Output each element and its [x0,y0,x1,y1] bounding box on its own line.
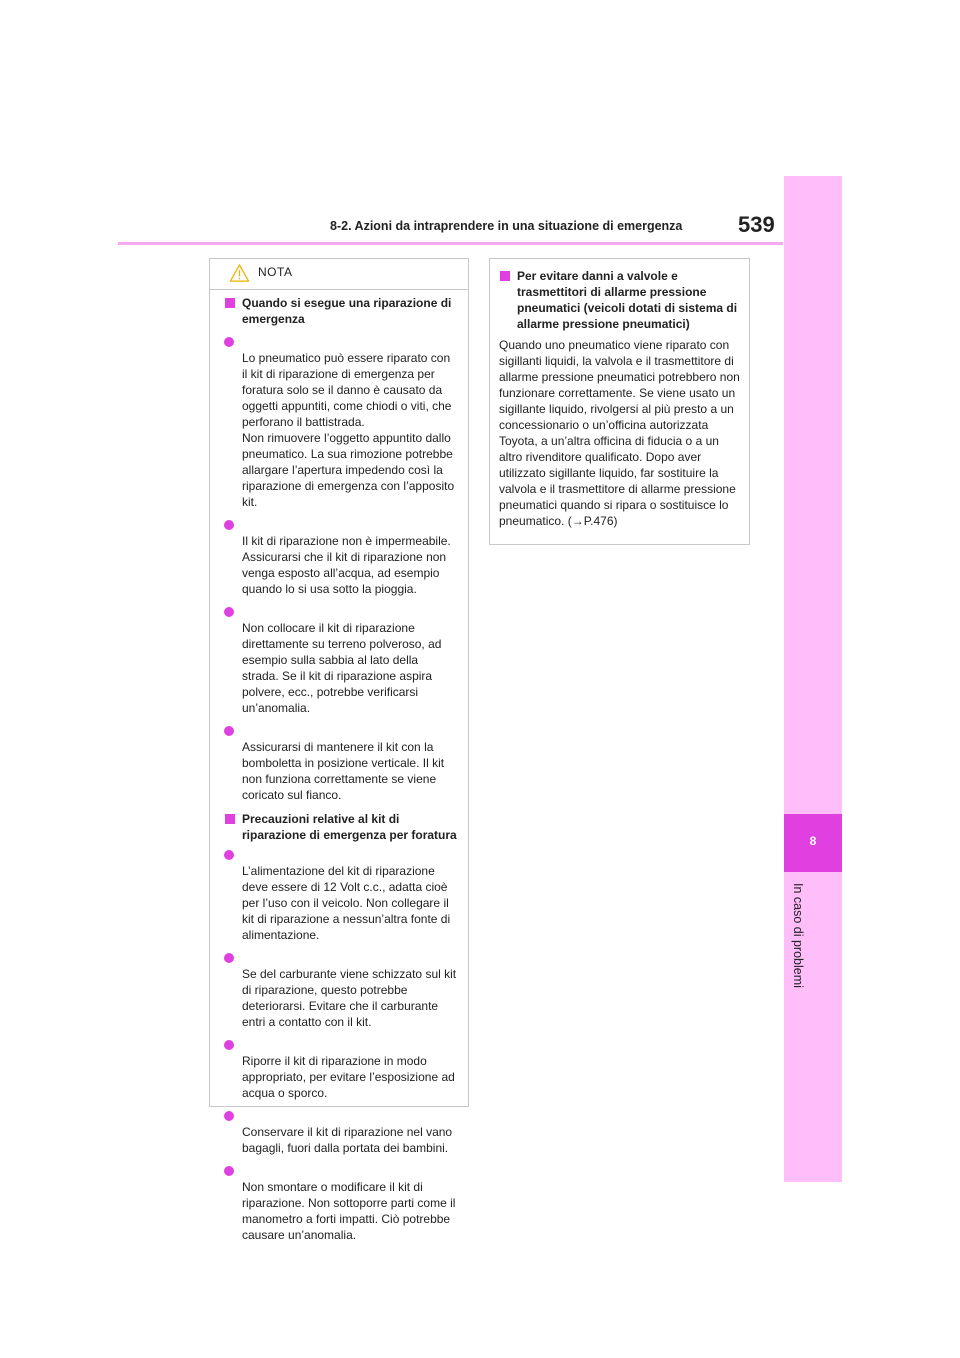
square-bullet-icon [225,298,235,308]
page-number: 539 [738,212,775,237]
circle-bullet-icon [224,953,234,963]
list-item: Se del carburante viene schizzato sul kit di riparazione, questo potrebbe deteriorarsi. Evitare che il carburante entri a contatto con il kit. [224,950,458,1030]
circle-bullet-icon [224,726,234,736]
circle-bullet-icon [224,337,234,347]
nota-box [209,258,469,1242]
circle-bullet-icon [224,1166,234,1176]
list-item: Riporre il kit di riparazione in modo appropriato, per evitare l’esposizione ad acqua o sporco. [224,1037,458,1101]
chapter-tab[interactable] [784,814,842,872]
list-item: Il kit di riparazione non è impermeabile. Assicurarsi che il kit di riparazione non venga esposto all’acqua, ad esempio quando lo si usa sotto la pioggia. [224,517,458,597]
warning-triangle-icon [229,263,250,283]
list-item: Non smontare o modificare il kit di riparazione. Non sottoporre parti come il manometro a forti impatti. Ciò potrebbe causare un’anomalia. [224,1163,458,1243]
header-rule [118,242,783,245]
square-bullet-icon [225,814,235,824]
list-item: Assicurarsi di mantenere il kit con la bomboletta in posizione verticale. Il kit non funziona correttamente se viene coricato sul fianco. [224,723,458,803]
side-tab [784,176,842,1182]
circle-bullet-icon [224,1040,234,1050]
circle-bullet-icon [224,607,234,617]
chapter-title: In caso di problemi [791,883,805,988]
body-text: Quando uno pneumatico viene riparato con sigillanti liquidi, la valvola e il trasmettitore di allarme pressione pneumatici potrebbero non funzionare correttamente. Se viene usato un sigillante liquido, rivolgersi al più presto a un concessionario o un’officina autorizzata Toyota, a un’altra officina di fiducia o a un altro rivenditore qualificato. Dopo aver utilizzato sigillante liquido, far sostituire la valvola e il trasmettitore di allarme pressione pneumatici quando si ripara o sostituisce lo pneumatico. (→P.476) [499,338,740,528]
chapter-number: 8 [809,834,817,848]
section-title: 8-2. Azioni da intraprendere in una situazione di emergenza [330,219,683,233]
nota-label: NOTA [258,265,293,279]
circle-bullet-icon [224,520,234,530]
tpms-note-box [489,258,750,545]
list-item: Lo pneumatico può essere riparato con il kit di riparazione di emergenza per foratura solo se il danno è causato da oggetti appuntiti, come chiodi o viti, che perforano il battistrada. Non rimuovere l’oggetto appuntito dallo pneumatico. La sua rimozione potrebbe allargare l’apertura impedendo così la riparazione di emergenza con l’apposito kit. [224,334,458,510]
square-bullet-icon [500,271,510,281]
circle-bullet-icon [224,850,234,860]
section-heading: Quando si esegue una riparazione di emergenza [224,295,458,327]
section-heading: Precauzioni relative al kit di riparazione di emergenza per foratura [224,811,458,843]
circle-bullet-icon [224,1111,234,1121]
list-item: L’alimentazione del kit di riparazione deve essere di 12 Volt c.c., adatta cioè per l’uso con il veicolo. Non collegare il kit di riparazione a nessun’altra fonte di alimentazione. [224,847,458,943]
section-heading: Per evitare danni a valvole e trasmettitori di allarme pressione pneumatici (veicoli dotati di sistema di allarme pressione pneumatici) [499,268,741,332]
nota-header [210,259,468,290]
list-item: Non collocare il kit di riparazione direttamente su terreno polveroso, ad esempio sulla sabbia al lato della strada. Se il kit di riparazione aspira polvere, ecc., potrebbe verificarsi un’anomalia. [224,604,458,716]
list-item: Conservare il kit di riparazione nel vano bagagli, fuori dalla portata dei bambini. [224,1108,458,1156]
